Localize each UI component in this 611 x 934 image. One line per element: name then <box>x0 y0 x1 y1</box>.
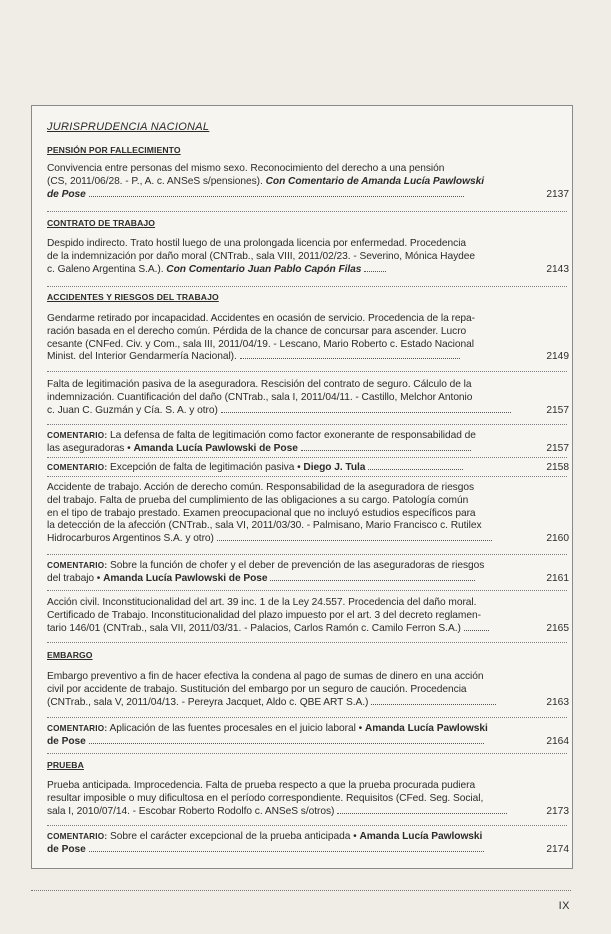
entry-text: Aplicación de las fuentes procesales en el juicio laboral • <box>107 723 365 734</box>
comment-entry <box>47 462 569 475</box>
comment-entry <box>47 723 569 749</box>
entry-author: de Pose <box>47 843 86 855</box>
entry-text: Hidrocarburos Argentinos S.A. y otro) <box>47 533 214 545</box>
entry <box>47 482 569 546</box>
entry-text: sala I, 2010/07/14. - Escobar Roberto Rodolfo c. ANSeS s/otros) <box>47 805 335 817</box>
page-number: 2157 <box>546 442 569 454</box>
section-heading: EMBARGO <box>47 650 93 660</box>
entry <box>47 780 569 818</box>
divider <box>47 590 567 591</box>
comment-label: COMENTARIO: <box>47 832 108 841</box>
page-number: 2165 <box>546 622 569 634</box>
entry-text: del trabajo • <box>47 572 104 584</box>
divider <box>47 457 567 458</box>
page-number: 2161 <box>546 572 569 584</box>
page-number: 2157 <box>546 404 569 416</box>
entry-text: La defensa de falta de legitimación como factor exonerante de responsabilidad de <box>107 430 476 441</box>
comment-label: COMENTARIO: <box>47 561 108 570</box>
entry-author: de Pose <box>47 188 86 200</box>
entry-text: tario 146/01 (CNTrab., sala VII, 2011/03/31. - Palacios, Carlos Ramón c. Camilo Ferron S.A.) <box>47 622 461 634</box>
entry <box>47 379 569 417</box>
entry-author: Amanda Lucía Pawlowski <box>364 723 488 734</box>
entry-text: c. Galeno Argentina S.A.). <box>47 263 167 275</box>
entry-author: Amanda Lucía Pawlowski de Pose <box>103 572 268 584</box>
divider <box>47 211 567 212</box>
entry-line: la detección de la afección (CNTrab., sala VI, 2011/03/30. - Palmisano, Mario Francisco c. Rutilex <box>47 520 482 532</box>
divider <box>47 371 567 372</box>
folio: IX <box>558 900 570 912</box>
entry-line: Falta de legitimación pasiva de la aseguradora. Rescisión del contrato de seguro. Cálculo de la <box>47 379 472 390</box>
section-heading: CONTRATO DE TRABAJO <box>47 218 156 228</box>
comment-label: COMENTARIO: <box>47 431 108 440</box>
entry-line: Despido indirecto. Trato hostil luego de una prolongada licencia por enfermedad. Procedencia <box>47 238 467 249</box>
entry-line: Accidente de trabajo. Acción de derecho común. Responsabilidad de la aseguradora de riesgos <box>47 482 475 493</box>
page-number: 2158 <box>546 462 569 473</box>
entry-text: c. Juan C. Guzmán y Cía. S. A. y otro) <box>47 404 218 416</box>
entry <box>47 671 569 709</box>
section-heading: PENSIÓN POR FALLECIMIENTO <box>47 145 181 155</box>
divider <box>47 476 567 477</box>
page-number: 2164 <box>546 735 569 747</box>
entry-line: Prueba anticipada. Improcedencia. Falta de prueba respecto a que la prueba procurada pudiera <box>47 780 476 791</box>
comment-entry <box>47 430 569 456</box>
entry-text: Minist. del Interior Gendarmería Nacional). <box>47 351 237 363</box>
divider <box>47 424 567 425</box>
entry-author: Diego J. Tula <box>303 462 366 473</box>
entry-line: en el tipo de trabajo prestado. Examen preocupacional que no incluyó estudios específicos para <box>47 507 476 519</box>
page-head: JURISPRUDENCIA NACIONAL <box>47 121 210 133</box>
entry-author: Con Comentario de Amanda Lucía Pawlowski <box>265 175 484 187</box>
page-number: 2149 <box>546 351 569 363</box>
entry-line: de la indemnización por daño moral (CNTrab., sala VIII, 2011/02/23. - Severino, Mónica Haydee <box>47 250 475 262</box>
comment-label: COMENTARIO: <box>47 724 108 733</box>
entry-text: (CNTrab., sala V, 2011/04/13. - Pereyra Jacquet, Aldo c. QBE ART S.A.) <box>47 696 369 708</box>
entry-line: del trabajo. Falta de prueba del cumplimiento de las obligaciones a su cargo. Patología común <box>47 494 469 506</box>
entry-text: las aseguradoras • <box>47 442 134 454</box>
comment-entry <box>47 831 569 857</box>
entry-author: de Pose <box>47 735 86 747</box>
entry-line: ración basada en el derecho común. Pérdida de la chance de concursar para ascender. Lucro <box>47 325 467 337</box>
entry-line: cesante (CNFed. Civ. y Com., sala III, 2011/04/19. - Lescano, Mario Roberto c. Estado Nacional <box>47 338 474 350</box>
page-number: 2160 <box>546 533 569 545</box>
page-number: 2163 <box>546 696 569 708</box>
entry-line: Convivencia entre personas del mismo sexo. Reconocimiento del derecho a una pensión <box>47 163 445 174</box>
divider <box>47 554 567 555</box>
entry-text: Excepción de falta de legitimación pasiva • <box>107 462 304 473</box>
entry <box>47 238 569 276</box>
entry-line: Acción civil. Inconstitucionalidad del art. 39 inc. 1 de la Ley 24.557. Procedencia del daño moral. <box>47 597 477 608</box>
entry-line: Embargo preventivo a fin de hacer efectiva la condena al pago de sumas de dinero en una acción <box>47 671 484 682</box>
divider <box>47 286 567 287</box>
entry-line: indemnización. Cuantificación del daño (CNTrab., sala I, 2011/04/11. - Castillo, Melchor Antonio <box>47 391 473 403</box>
entry-line: Certificado de Trabajo. Inconstitucionalidad del plazo impuesto por el art. 3 del decreto reglamen- <box>47 609 481 621</box>
comment-entry <box>47 560 569 586</box>
entry <box>47 163 569 201</box>
entry-line: Gendarme retirado por incapacidad. Accidentes en ocasión de servicio. Procedencia de la repa- <box>47 313 476 324</box>
comment-label: COMENTARIO: <box>47 463 108 472</box>
divider <box>47 642 567 643</box>
divider <box>47 825 567 826</box>
page-number: 2173 <box>546 805 569 817</box>
section-heading: ACCIDENTES Y RIESGOS DEL TRABAJO <box>47 292 219 302</box>
page-number: 2174 <box>546 843 569 855</box>
section-heading: PRUEBA <box>47 760 84 770</box>
entry <box>47 597 569 635</box>
entry-author: Amanda Lucía Pawlowski de Pose <box>133 442 298 454</box>
entry <box>47 313 569 364</box>
page-number: 2137 <box>546 188 569 200</box>
divider <box>47 753 567 754</box>
page-number: 2143 <box>546 263 569 275</box>
footer-rule <box>31 890 571 891</box>
entry-author: Amanda Lucía Pawlowski <box>359 831 483 842</box>
entry-text: Sobre el carácter excepcional de la prueba anticipada • <box>107 831 360 842</box>
entry-line: resultar imposible o muy dificultosa en el período correspondiente. Requisitos (CFed. Seg. Social, <box>47 792 484 804</box>
divider <box>47 717 567 718</box>
entry-line: civil por accidente de trabajo. Sustitución del embargo por un seguro de caución. Procedencia <box>47 683 467 695</box>
entry-text: Sobre la función de chofer y el deber de prevención de las aseguradoras de riesgos <box>107 560 485 571</box>
entry-text: (CS, 2011/06/28. - P., A. c. ANSeS s/pensiones). <box>47 175 266 187</box>
entry-author: Con Comentario Juan Pablo Capón Filas <box>166 263 362 275</box>
